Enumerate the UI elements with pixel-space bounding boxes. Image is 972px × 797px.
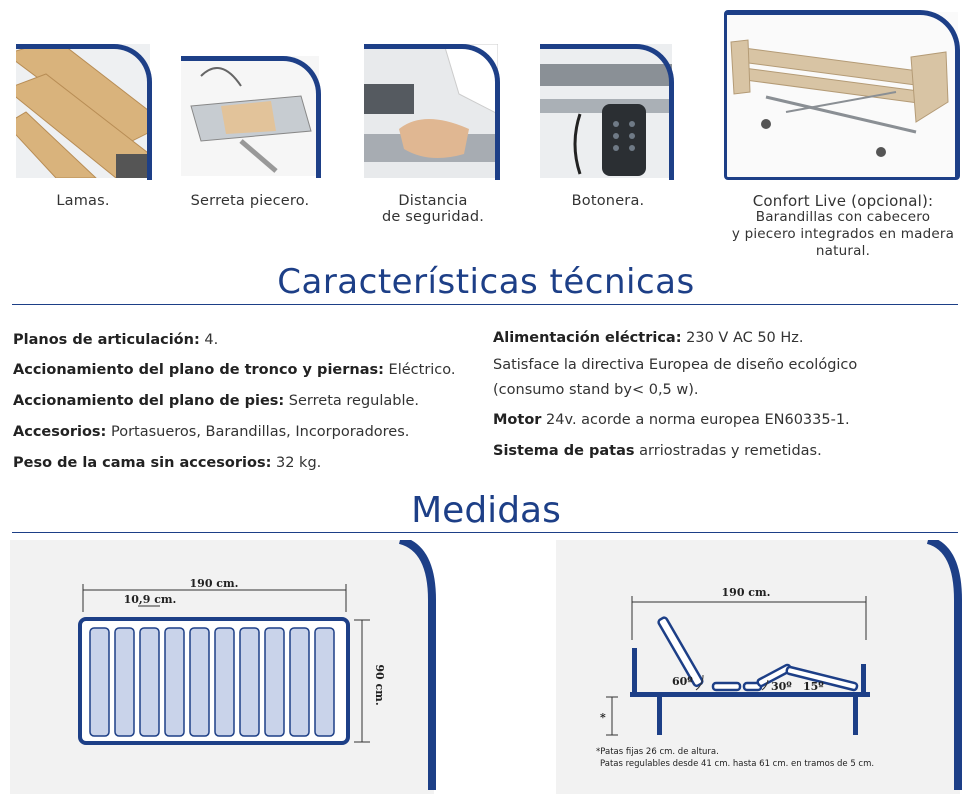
side-view-panel [556, 540, 966, 794]
footnote-adjustable-legs: Patas regulables desde 41 cm. hasta 61 cm. en tramos de 5 cm. [600, 759, 875, 769]
measures-divider [12, 532, 958, 533]
spec-legs: Sistema de patas arriostradas y remetidas. [493, 443, 822, 459]
spec-trunk-legs: Accionamiento del plano de tronco y piernas: Eléctrico. [13, 362, 456, 378]
side-length-label: 190 cm. [721, 586, 771, 599]
top-length-label: 190 cm. [189, 577, 239, 590]
spec-standby: (consumo stand by< 0,5 w). [493, 382, 699, 398]
safety-distance-photo [364, 44, 498, 178]
caption-remote: Botonera. [571, 193, 645, 209]
slat-width-label: 10,9 cm. [123, 593, 177, 606]
remote-control-photo [540, 44, 672, 178]
measures-title: Medidas [411, 490, 561, 531]
height-mark: * [600, 711, 606, 724]
tech-divider [12, 304, 958, 305]
top-view-panel [10, 540, 436, 794]
tech-title: Características técnicas [277, 262, 695, 302]
spec-weight: Peso de la cama sin accesorios: 32 kg. [13, 455, 322, 471]
spec-power: Alimentación eléctrica: 230 V AC 50 Hz. [493, 330, 804, 346]
spec-ecodesign: Satisface la directiva Europea de diseño ecológico [493, 357, 858, 373]
spec-feet: Accionamiento del plano de pies: Serreta regulable. [13, 393, 420, 409]
angle-knee-label: 30º [771, 680, 792, 693]
angle-back-label: 60º [672, 675, 693, 688]
spec-joints: Planos de articulación: 4. [13, 332, 219, 348]
bed-photo [726, 12, 958, 178]
caption-bed: Confort Live (opcional): Barandillas con cabecero y piecero integrados en madera natural. [731, 192, 955, 259]
caption-foot-ratchet: Serreta piecero. [190, 193, 310, 209]
slats-photo [16, 44, 150, 178]
foot-ratchet-photo [181, 56, 319, 176]
spec-motor: Motor 24v. acorde a norma europea EN60335-1. [493, 412, 850, 428]
caption-safety-distance: Distancia de seguridad. [381, 193, 485, 225]
caption-slats: Lamas. [56, 193, 110, 209]
angle-foot-label: 15º [803, 680, 824, 693]
top-width-label: 90 cm. [373, 664, 386, 706]
spec-accessories: Accesorios: Portasueros, Barandillas, Incorporadores. [13, 424, 410, 440]
footnote-fixed-legs: *Patas fijas 26 cm. de altura. [596, 747, 719, 757]
